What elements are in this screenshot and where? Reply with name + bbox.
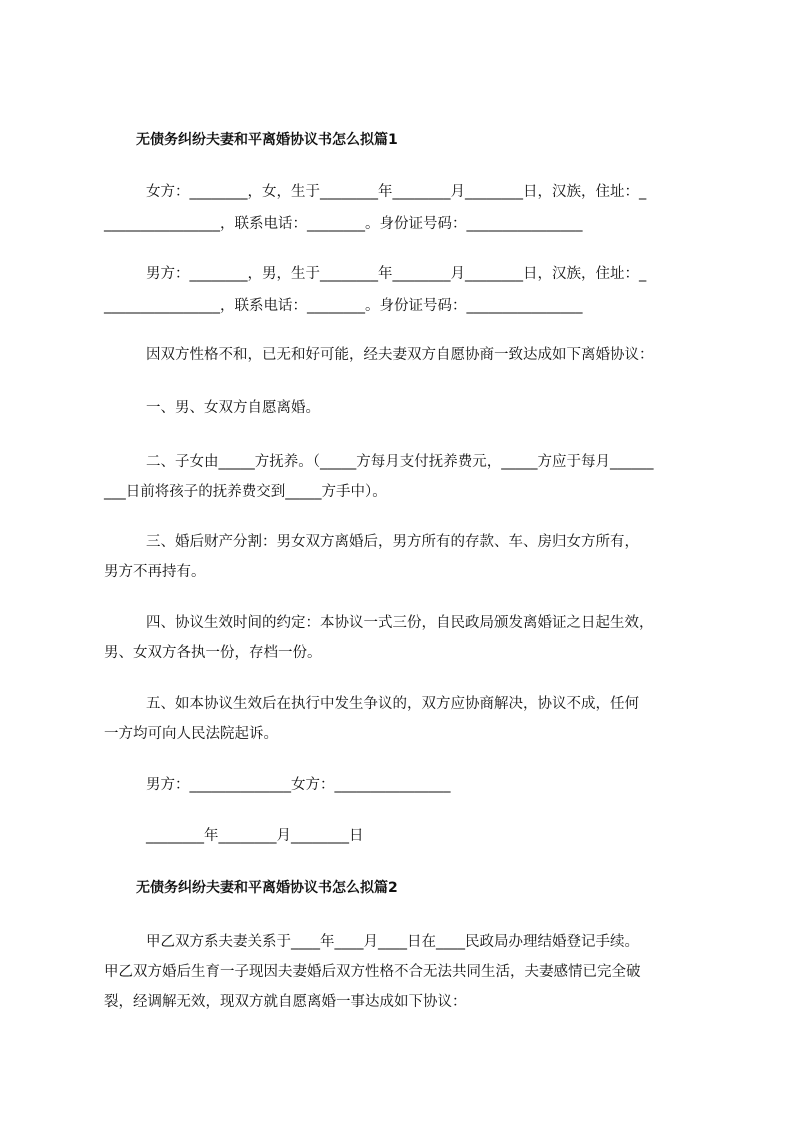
section-2-para-line-2: 甲乙双方婚后生育一子现因夫妻婚后双方性格不合无法共同生活，夫妻感情已完全破 bbox=[104, 964, 641, 980]
date-line: ________年________月________日 bbox=[146, 828, 364, 844]
clause-3-line-1: 三、婚后财产分割：男女双方离婚后，男方所有的存款、车、房归女方所有， bbox=[146, 534, 639, 550]
section-2-para-line-3: 裂，经调解无效，现双方就自愿离婚一事达成如下协议： bbox=[104, 994, 467, 1010]
clause-1: 一、男、女双方自愿离婚。 bbox=[146, 400, 320, 416]
agreement-intro: 因双方性格不和，已无和好可能，经夫妻双方自愿协商一致达成如下离婚协议： bbox=[146, 347, 654, 363]
section-2-para-line-1: 甲乙双方系夫妻关系于____年____月____日在____民政局办理结婚登记手续。 bbox=[146, 934, 639, 950]
clause-2-line-2: ___日前将孩子的抚养费交到_____方手中）。 bbox=[104, 484, 387, 500]
clause-4-line-1: 四、协议生效时间的约定：本协议一式三份，自民政局颁发离婚证之日起生效， bbox=[146, 615, 654, 631]
signature-line: 男方：______________女方：________________ bbox=[146, 777, 451, 793]
female-party-line-1: 女方：________，女，生于________年________月________日，汉族，住址：_ bbox=[146, 184, 647, 200]
male-party-line-2: ________________，联系电话：________。身份证号码：________________ bbox=[104, 298, 583, 314]
female-party-line-2: ________________，联系电话：________。身份证号码：________________ bbox=[104, 216, 583, 232]
section-2-title: 无债务纠纷夫妻和平离婚协议书怎么拟篇2 bbox=[136, 880, 398, 896]
clause-4-line-2: 男、女双方各执一份，存档一份。 bbox=[104, 645, 322, 661]
clause-5-line-2: 一方均可向人民法院起诉。 bbox=[104, 726, 278, 742]
section-1-title: 无债务纠纷夫妻和平离婚协议书怎么拟篇1 bbox=[136, 132, 398, 148]
clause-2-line-1: 二、子女由_____方抚养。（_____方每月支付抚养费元，_____方应于每月______ bbox=[146, 454, 654, 470]
male-party-line-1: 男方：________，男，生于________年________月________日，汉族，住址：_ bbox=[146, 266, 647, 282]
clause-5-line-1: 五、如本协议生效后在执行中发生争议的，双方应协商解决，协议不成，任何 bbox=[146, 696, 639, 712]
clause-3-line-2: 男方不再持有。 bbox=[104, 564, 206, 580]
